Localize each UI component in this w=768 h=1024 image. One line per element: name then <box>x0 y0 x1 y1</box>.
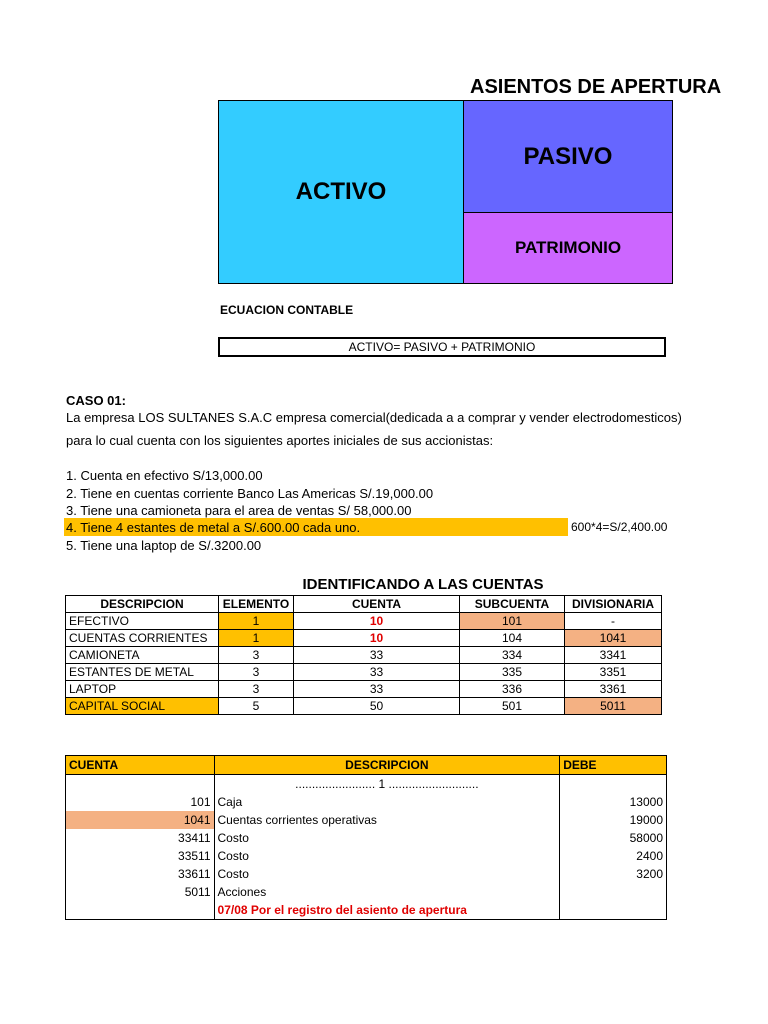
activo-label: ACTIVO <box>295 178 387 205</box>
cell[interactable]: 104 <box>460 630 565 647</box>
cell[interactable]: 3 <box>219 647 294 664</box>
table-row <box>66 698 662 715</box>
page-title: ASIENTOS DE APERTURA <box>470 76 722 98</box>
cell[interactable]: 336 <box>460 681 565 698</box>
ecuacion-box <box>218 337 666 357</box>
identificando-table <box>65 595 662 715</box>
cell[interactable]: 5011 <box>565 698 662 715</box>
cell[interactable]: 334 <box>460 647 565 664</box>
cell[interactable]: CUENTAS CORRIENTES <box>66 630 219 647</box>
cell[interactable]: Costo <box>214 847 560 865</box>
cell[interactable]: 101 <box>460 613 565 630</box>
table-row <box>66 647 662 664</box>
cell[interactable]: 101 <box>66 793 215 811</box>
table-header-row <box>66 756 667 775</box>
header-cuenta: CUENTA <box>294 596 460 613</box>
header-subcuenta: SUBCUENTA <box>460 596 565 613</box>
cell[interactable]: 3200 <box>560 865 667 883</box>
cell[interactable]: Costo <box>214 865 560 883</box>
cell[interactable] <box>66 901 215 920</box>
caso-item-1: 1. Cuenta en efectivo S/13,000.00 <box>66 468 263 483</box>
cell[interactable]: 13000 <box>560 793 667 811</box>
cell[interactable]: 1041 <box>66 811 215 829</box>
header-divisionaria: DIVISIONARIA <box>565 596 662 613</box>
cell[interactable]: ESTANTES DE METAL <box>66 664 219 681</box>
header-descripcion: DESCRIPCION <box>214 756 560 775</box>
patrimonio-box <box>463 212 673 284</box>
header-elemento: ELEMENTO <box>219 596 294 613</box>
header-debe: DEBE <box>560 756 667 775</box>
caso-line-1: La empresa LOS SULTANES S.A.C empresa comercial(dedicada a a comprar y vender electrodomesticos) <box>66 410 682 425</box>
caso-heading: CASO 01: <box>66 393 126 408</box>
cell[interactable]: 3341 <box>565 647 662 664</box>
header-descripcion: DESCRIPCION <box>66 596 219 613</box>
cell[interactable]: 3351 <box>565 664 662 681</box>
table-header-row <box>66 596 662 613</box>
cell[interactable]: Acciones <box>214 883 560 901</box>
table-row <box>66 847 667 865</box>
cell[interactable]: 3 <box>219 664 294 681</box>
ecuacion-label: ECUACION CONTABLE <box>220 303 354 317</box>
cell[interactable]: Caja <box>214 793 560 811</box>
cell[interactable]: 33 <box>294 681 460 698</box>
cell[interactable]: 3361 <box>565 681 662 698</box>
pasivo-label: PASIVO <box>523 142 613 170</box>
cell[interactable] <box>560 775 667 794</box>
cell[interactable]: 10 <box>294 613 460 630</box>
asiento-table <box>65 755 667 920</box>
cell[interactable]: 10 <box>294 630 460 647</box>
table-row <box>66 630 662 647</box>
table-row <box>66 793 667 811</box>
cell[interactable]: 1041 <box>565 630 662 647</box>
cell[interactable]: 5011 <box>66 883 215 901</box>
pasivo-box <box>463 100 673 213</box>
cell[interactable] <box>66 775 215 794</box>
table-row <box>66 664 662 681</box>
glosa-note[interactable]: 07/08 Por el registro del asiento de apertura <box>214 901 560 920</box>
cell[interactable]: EFECTIVO <box>66 613 219 630</box>
caso-item-2: 2. Tiene en cuentas corriente Banco Las Americas S/.19,000.00 <box>66 486 434 501</box>
table-row <box>66 775 667 794</box>
caso-item-4: 4. Tiene 4 estantes de metal a S/.600.00 cada uno. <box>66 520 361 535</box>
cell[interactable]: CAPITAL SOCIAL <box>66 698 219 715</box>
cell[interactable]: 58000 <box>560 829 667 847</box>
table-row <box>66 681 662 698</box>
cell[interactable]: 33 <box>294 664 460 681</box>
cell[interactable]: LAPTOP <box>66 681 219 698</box>
table-row <box>66 829 667 847</box>
table-row <box>66 883 667 901</box>
cell[interactable]: 2400 <box>560 847 667 865</box>
cell[interactable]: 501 <box>460 698 565 715</box>
table-row <box>66 901 667 920</box>
table-row <box>66 811 667 829</box>
cell[interactable]: 3 <box>219 681 294 698</box>
calc-note: 600*4=S/2,400.00 <box>571 520 668 534</box>
cell[interactable]: Costo <box>214 829 560 847</box>
cell[interactable]: 1 <box>219 613 294 630</box>
cell[interactable]: Cuentas corrientes operativas <box>214 811 560 829</box>
caso-line-2: para lo cual cuenta con los siguientes aportes iniciales de sus accionistas: <box>66 433 494 448</box>
identificando-title: IDENTIFICANDO A LAS CUENTAS <box>302 576 544 593</box>
caso-item-3: 3. Tiene una camioneta para el area de ventas S/ 58,000.00 <box>66 503 412 518</box>
cell[interactable]: 33611 <box>66 865 215 883</box>
cell[interactable] <box>560 883 667 901</box>
cell[interactable]: 19000 <box>560 811 667 829</box>
cell[interactable]: 335 <box>460 664 565 681</box>
cell[interactable]: 50 <box>294 698 460 715</box>
header-cuenta: CUENTA <box>66 756 215 775</box>
cell[interactable]: CAMIONETA <box>66 647 219 664</box>
cell[interactable]: 33 <box>294 647 460 664</box>
cell[interactable] <box>560 901 667 920</box>
table-row <box>66 613 662 630</box>
patrimonio-label: PATRIMONIO <box>514 238 622 257</box>
cell[interactable]: - <box>565 613 662 630</box>
activo-box <box>218 100 464 284</box>
cell[interactable]: 33411 <box>66 829 215 847</box>
caso-item-5: 5. Tiene una laptop de S/.3200.00 <box>66 538 262 553</box>
separator-cell[interactable]: ........................ 1 ........................... <box>214 775 560 794</box>
cell[interactable]: 5 <box>219 698 294 715</box>
table-row <box>66 865 667 883</box>
cell[interactable]: 33511 <box>66 847 215 865</box>
ecuacion-text: ACTIVO= PASIVO + PATRIMONIO <box>348 340 536 354</box>
cell[interactable]: 1 <box>219 630 294 647</box>
